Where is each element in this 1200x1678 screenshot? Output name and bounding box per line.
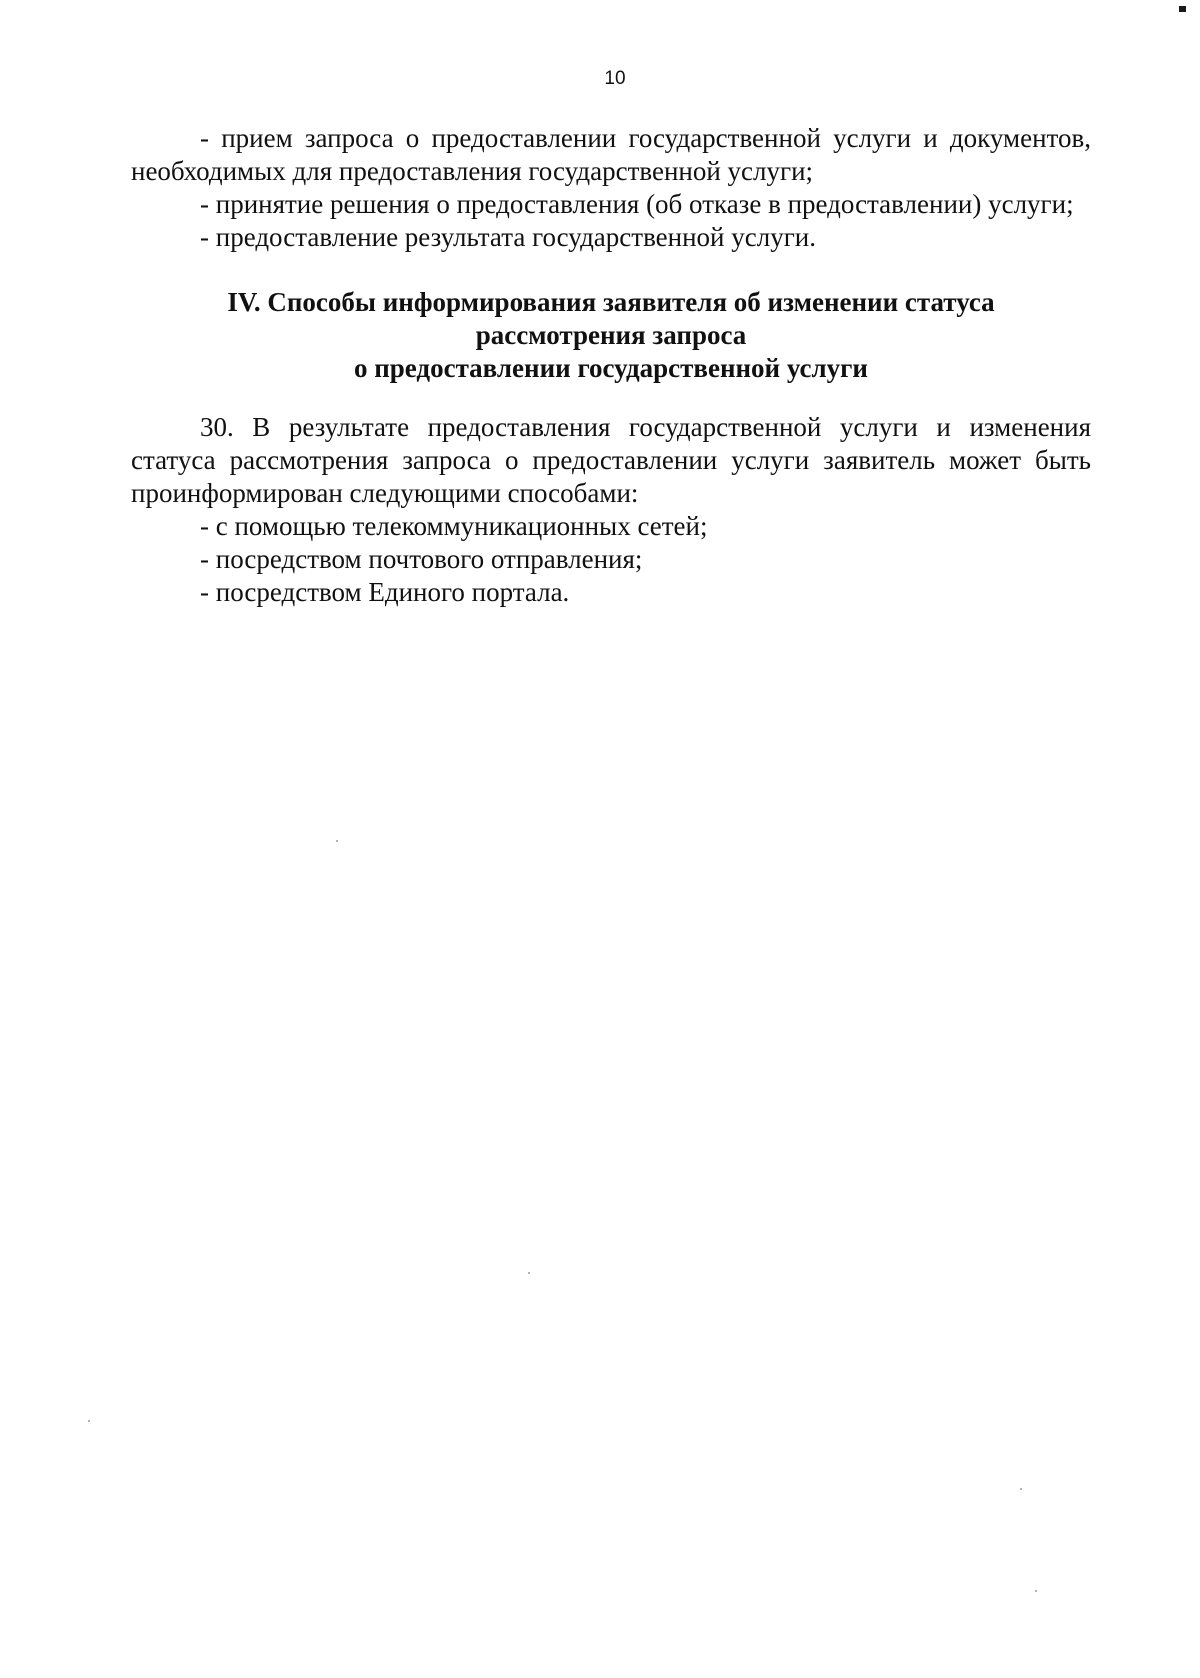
scan-speck [528, 1272, 530, 1274]
scan-speck [1020, 1488, 1022, 1490]
intro-item-reception: - прием запроса о предоставлении государственной услуги и документов, необходимых для предоставления государственной услуги; [131, 123, 1091, 186]
intro-item-decision: - принятие решения о предоставления (об отказе в предоставлении) услуги; [200, 189, 1074, 219]
scan-speck [1035, 1590, 1037, 1592]
scan-corner-mark [1179, 6, 1186, 12]
section-heading [131, 286, 1091, 385]
method-post: - посредством почтового отправления; [200, 544, 643, 574]
page-content [131, 122, 1091, 609]
section-heading-line-1: IV. Способы информирования заявителя об изменении статуса [227, 287, 995, 317]
scan-speck [88, 1420, 90, 1422]
method-telecom: - с помощью телекоммуникационных сетей; [200, 511, 708, 541]
method-portal: - посредством Единого портала. [200, 577, 570, 607]
scan-speck [336, 840, 338, 842]
page-number: 10 [604, 68, 626, 89]
section-heading-line-3: о предоставлении государственной услуги [353, 353, 868, 383]
section-heading-line-2: рассмотрения запроса [475, 320, 747, 350]
intro-item-result: - предоставление результата государственной услуги. [200, 222, 816, 252]
clause-30-text: 30. В результате предоставления государственной услуги и изменения статуса рассмотрения запроса о предоставлении услуги заявитель может быть проинформирован следующими способами: [131, 412, 1091, 508]
